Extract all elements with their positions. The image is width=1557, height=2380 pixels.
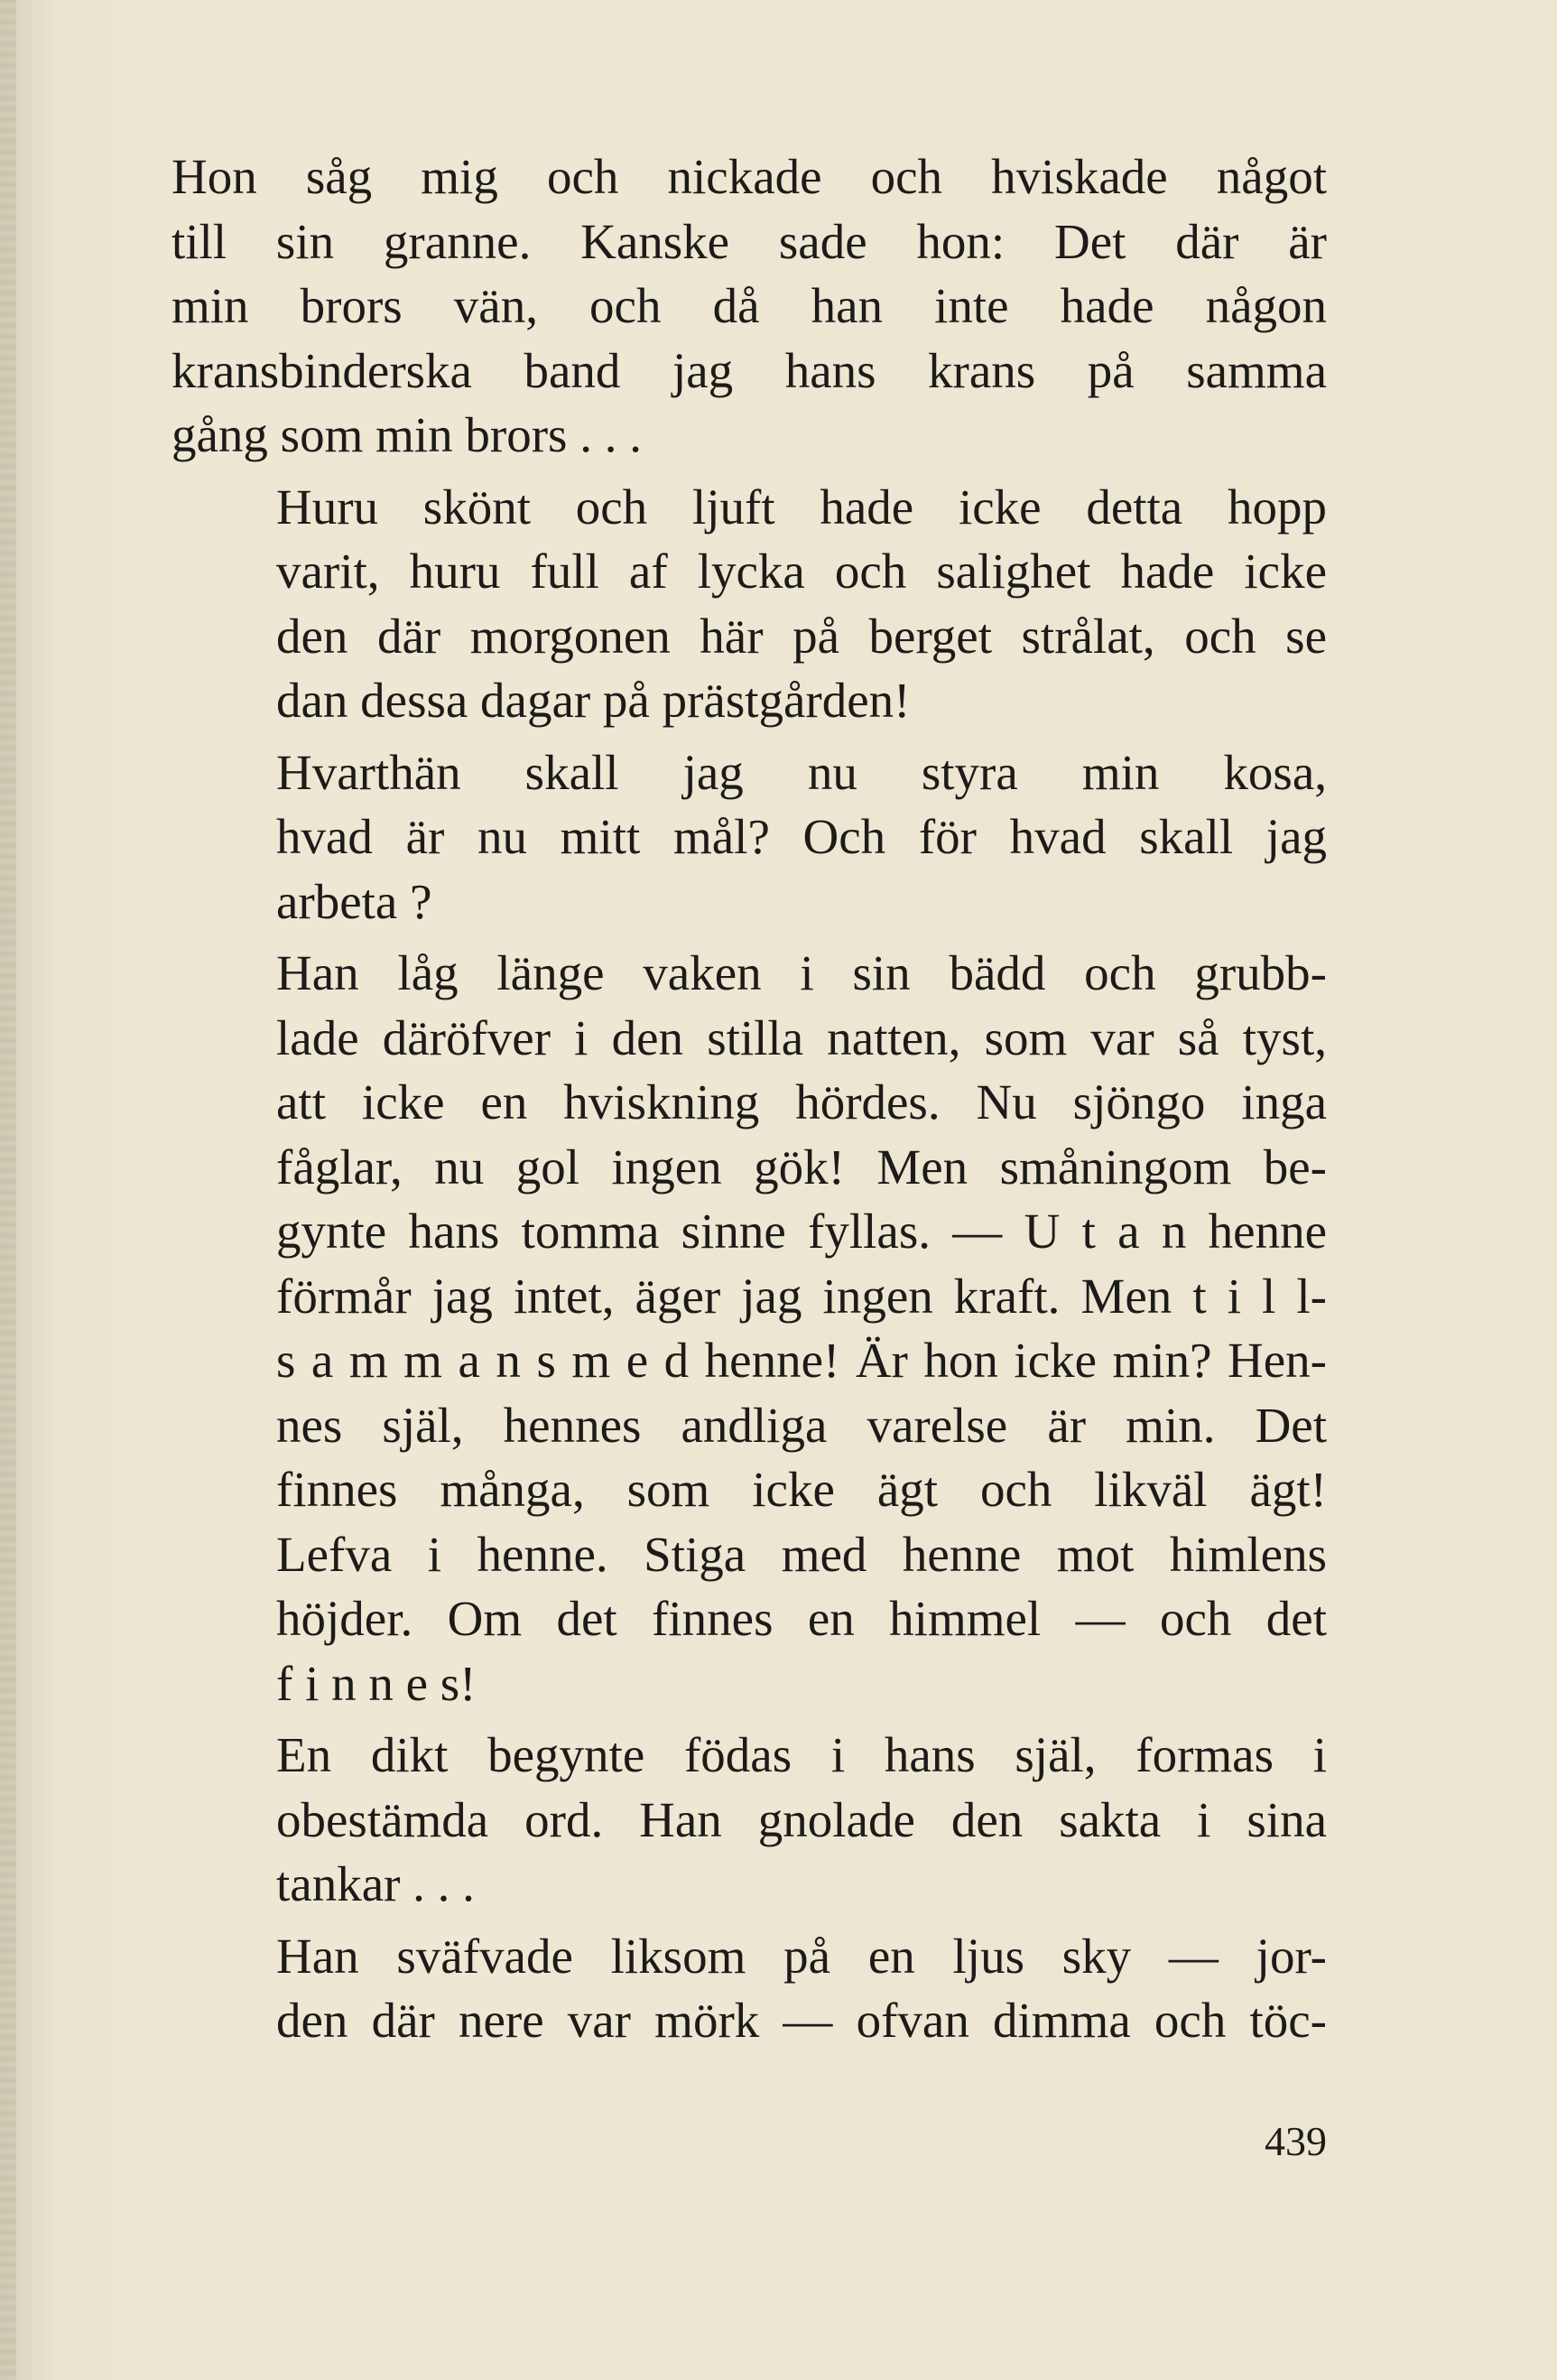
text-line: s a m m a n s m e d henne! Är hon icke min? Hen-: [276, 1333, 1327, 1388]
text-line: till sin granne. Kanske sade hon: Det där är: [171, 213, 1327, 269]
text-line: dan dessa dagar på prästgården!: [276, 673, 911, 728]
text-line: gång som min brors . . .: [171, 407, 642, 462]
text-line: nes själ, hennes andliga varelse är min. Det: [276, 1397, 1327, 1453]
binding-edge: [0, 0, 16, 2380]
text-line: Han sväfvade liksom på en ljus sky — jor-: [276, 1928, 1327, 1984]
text-line: Lefva i henne. Stiga med henne mot himlens: [276, 1526, 1327, 1582]
paragraph-1: [171, 144, 1327, 468]
paragraph-2: [171, 475, 1327, 733]
page-number: 439: [1265, 2118, 1327, 2164]
text-line: att icke en hviskning hördes. Nu sjöngo inga: [276, 1074, 1327, 1130]
text-line: gynte hans tomma sinne fyllas. — U t a n henne: [276, 1204, 1327, 1259]
text-line: hvad är nu mitt mål? Och för hvad skall jag: [276, 809, 1327, 864]
text-line: obestämda ord. Han gnolade den sakta i sina: [276, 1791, 1327, 1847]
text-line: min brors vän, och då han inte hade någon: [171, 278, 1327, 333]
body-text: [171, 144, 1327, 2060]
text-line: fåglar, nu gol ingen gök! Men småningom be-: [276, 1139, 1327, 1195]
text-line: kransbinderska band jag hans krans på samma: [171, 342, 1327, 398]
text-line: arbeta ?: [276, 873, 432, 929]
text-line: Hvarthän skall jag nu styra min kosa,: [276, 744, 1327, 800]
text-line: den där nere var mörk — ofvan dimma och töc-: [276, 1993, 1327, 2048]
text-line: Huru skönt och ljuft hade icke detta hopp: [276, 479, 1327, 535]
text-line: Han låg länge vaken i sin bädd och grubb-: [276, 945, 1327, 1000]
text-line: lade däröfver i den stilla natten, som var så tyst,: [276, 1009, 1327, 1065]
paragraph-5: [171, 1723, 1327, 1917]
text-line: förmår jag intet, äger jag ingen kraft. Men t i l l-: [276, 1268, 1327, 1324]
text-line: tankar . . .: [276, 1856, 475, 1911]
text-line: f i n n e s!: [276, 1655, 477, 1711]
text-line: varit, huru full af lycka och salighet hade icke: [276, 544, 1327, 599]
text-line: En dikt begynte födas i hans själ, formas i: [276, 1727, 1327, 1782]
paragraph-4: [171, 941, 1327, 1715]
text-line: den där morgonen här på berget strålat, och se: [276, 608, 1327, 664]
paragraph-3: [171, 740, 1327, 934]
text-line: Hon såg mig och nickade och hviskade något: [171, 149, 1327, 204]
text-line: höjder. Om det finnes en himmel — och det: [276, 1591, 1327, 1646]
text-line: finnes många, som icke ägt och likväl ägt!: [276, 1462, 1327, 1517]
paragraph-6: [171, 1924, 1327, 2053]
